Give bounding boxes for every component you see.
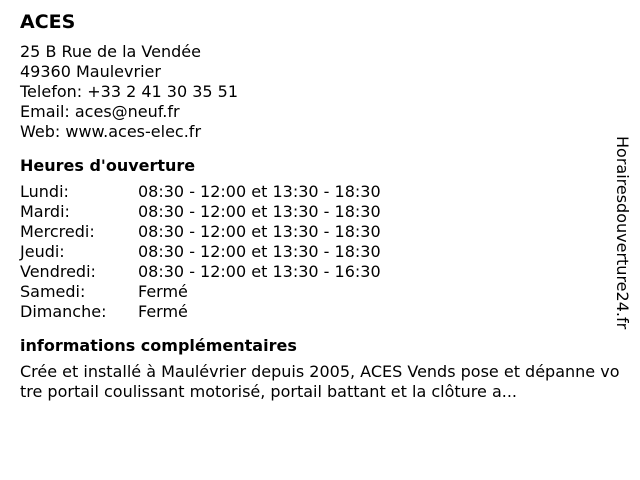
hours-row-lundi: [20, 182, 610, 202]
hours-day: Mercredi:: [20, 222, 95, 241]
business-details: [20, 10, 620, 402]
hours-heading: Heures d'ouverture: [20, 156, 196, 175]
hours-row-mercredi: [20, 222, 610, 242]
hours-time: 08:30 - 12:00 et 13:30 - 16:30: [138, 262, 381, 281]
web-line: Web: www.aces-elec.fr: [20, 122, 202, 141]
business-name: ACES: [20, 11, 76, 33]
address-street: 25 B Rue de la Vendée: [20, 42, 201, 61]
hours-day: Jeudi:: [20, 242, 65, 261]
address-block: [20, 42, 610, 142]
hours-day: Mardi:: [20, 202, 70, 221]
site-watermark: Horairesdouverture24.fr: [613, 136, 632, 330]
info-heading: informations complémentaires: [20, 336, 297, 355]
hours-day: Dimanche:: [20, 302, 107, 321]
hours-time: 08:30 - 12:00 et 13:30 - 18:30: [138, 182, 381, 201]
hours-row-jeudi: [20, 242, 610, 262]
hours-row-samedi: [20, 282, 610, 302]
hours-day: Vendredi:: [20, 262, 96, 281]
hours-time: 08:30 - 12:00 et 13:30 - 18:30: [138, 222, 381, 241]
hours-row-vendredi: [20, 262, 610, 282]
email-line: Email: aces@neuf.fr: [20, 102, 180, 121]
hours-day: Samedi:: [20, 282, 86, 301]
phone-line: Telefon: +33 2 41 30 35 51: [20, 82, 239, 101]
hours-time: Fermé: [138, 282, 188, 301]
hours-row-dimanche: [20, 302, 610, 322]
address-city: 49360 Maulevrier: [20, 62, 161, 81]
hours-row-mardi: [20, 202, 610, 222]
hours-time: 08:30 - 12:00 et 13:30 - 18:30: [138, 242, 381, 261]
hours-table: [20, 182, 610, 322]
hours-day: Lundi:: [20, 182, 69, 201]
info-description: Crée et installé à Maulévrier depuis 2005, ACES Vends pose et dépanne votre portail coulissant motorisé, portail battant et la clôture a...: [20, 362, 620, 401]
hours-time: 08:30 - 12:00 et 13:30 - 18:30: [138, 202, 381, 221]
hours-time: Fermé: [138, 302, 188, 321]
